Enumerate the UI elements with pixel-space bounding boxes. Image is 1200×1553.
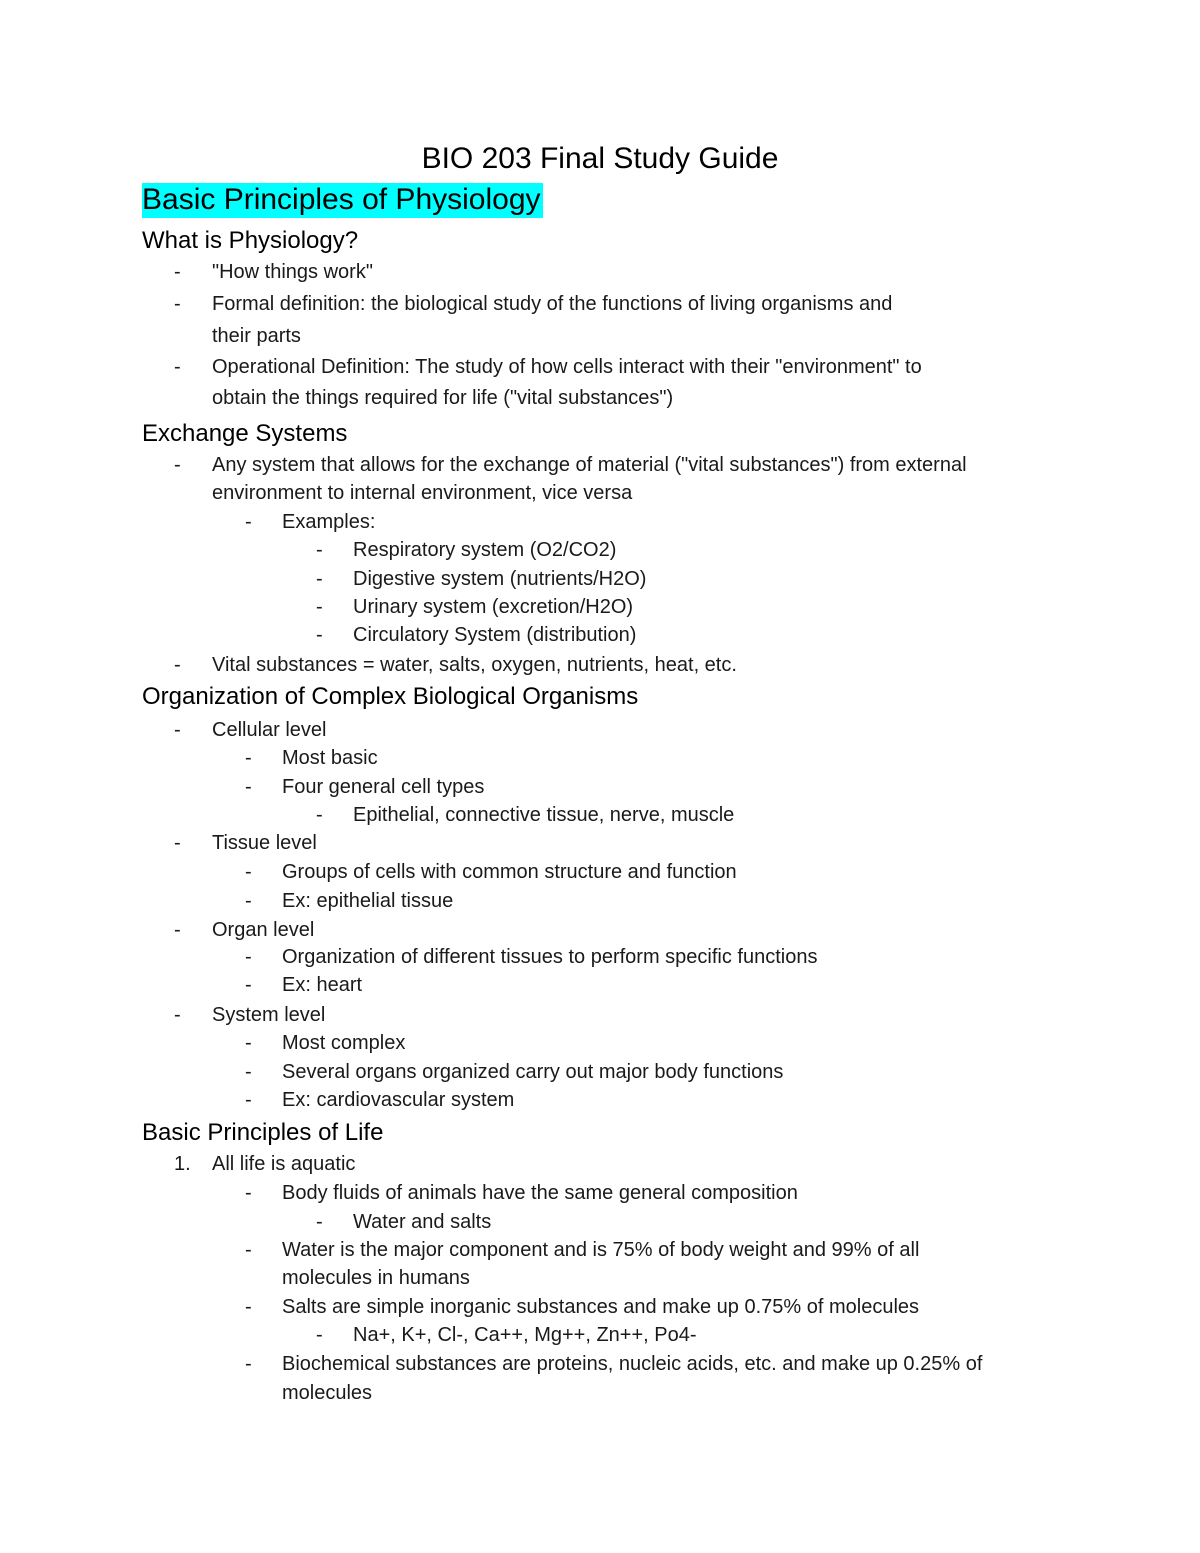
- bullet: -: [174, 454, 181, 476]
- list-item-text: Circulatory System (distribution): [353, 624, 637, 646]
- bullet: -: [245, 1353, 252, 1375]
- bullet: -: [174, 719, 181, 741]
- list-item-text: Organ level: [212, 919, 315, 941]
- list-item-text: their parts: [212, 325, 301, 347]
- list-item-text: Groups of cells with common structure and function: [282, 861, 737, 883]
- list-item-text: Urinary system (excretion/H2O): [353, 596, 634, 618]
- bullet: 1.: [174, 1153, 191, 1175]
- bullet: -: [174, 293, 181, 315]
- list-item-text: Water is the major component and is 75% of body weight and 99% of all: [282, 1239, 920, 1261]
- bullet: -: [174, 919, 181, 941]
- list-item-text: Four general cell types: [282, 776, 485, 798]
- bullet: -: [245, 1239, 252, 1261]
- heading-what-is-physiology: What is Physiology?: [142, 227, 359, 254]
- list-item-text: Body fluids of animals have the same general composition: [282, 1182, 798, 1204]
- bullet: -: [245, 1089, 252, 1111]
- heading-organization: Organization of Complex Biological Organisms: [142, 683, 639, 710]
- bullet: -: [245, 1032, 252, 1054]
- list-item-text: Ex: cardiovascular system: [282, 1089, 515, 1111]
- bullet: -: [316, 539, 323, 561]
- bullet: -: [245, 1182, 252, 1204]
- list-item-text: Formal definition: the biological study of the functions of living organisms and: [212, 293, 893, 315]
- list-item-text: molecules in humans: [282, 1267, 470, 1289]
- bullet: -: [174, 261, 181, 283]
- list-item-text: "How things work": [212, 261, 373, 283]
- list-item-text: Respiratory system (O2/CO2): [353, 539, 617, 561]
- section-heading-highlight: Basic Principles of Physiology: [142, 183, 541, 216]
- bullet: -: [316, 568, 323, 590]
- bullet: -: [245, 1296, 252, 1318]
- bullet: -: [245, 776, 252, 798]
- list-item-text: Ex: heart: [282, 974, 363, 996]
- document-title: BIO 203 Final Study Guide: [421, 142, 779, 175]
- list-item-text: Tissue level: [212, 832, 317, 854]
- list-item-text: Organization of different tissues to perform specific functions: [282, 946, 818, 968]
- list-item-text: Na+, K+, Cl-, Ca++, Mg++, Zn++, Po4-: [353, 1324, 697, 1346]
- bullet: -: [316, 596, 323, 618]
- bullet: -: [245, 946, 252, 968]
- bullet: -: [174, 832, 181, 854]
- list-item-text: Ex: epithelial tissue: [282, 890, 454, 912]
- bullet: -: [245, 974, 252, 996]
- list-item-text: Epithelial, connective tissue, nerve, muscle: [353, 804, 735, 826]
- section-heading: [142, 182, 543, 218]
- list-item-text: Any system that allows for the exchange of material ("vital substances") from external: [212, 454, 967, 476]
- bullet: -: [245, 861, 252, 883]
- bullet: -: [316, 1324, 323, 1346]
- bullet: -: [174, 654, 181, 676]
- bullet: -: [245, 511, 252, 533]
- bullet: -: [245, 747, 252, 769]
- list-item-text: All life is aquatic: [212, 1153, 356, 1175]
- list-item-text: Salts are simple inorganic substances and make up 0.75% of molecules: [282, 1296, 920, 1318]
- bullet: -: [174, 356, 181, 378]
- list-item-text: Operational Definition: The study of how cells interact with their "environment" to: [212, 356, 922, 378]
- list-item-text: Examples:: [282, 511, 376, 533]
- list-item-text: Most basic: [282, 747, 378, 769]
- bullet: -: [316, 804, 323, 826]
- list-item-text: obtain the things required for life ("vital substances"): [212, 387, 674, 409]
- list-item-text: molecules: [282, 1382, 373, 1404]
- heading-principles-of-life: Basic Principles of Life: [142, 1119, 384, 1146]
- list-item-text: Most complex: [282, 1032, 406, 1054]
- bullet: -: [316, 624, 323, 646]
- list-item-text: System level: [212, 1004, 326, 1026]
- list-item-text: Digestive system (nutrients/H2O): [353, 568, 647, 590]
- list-item-text: Cellular level: [212, 719, 327, 741]
- bullet: -: [174, 1004, 181, 1026]
- list-item-text: Several organs organized carry out major body functions: [282, 1061, 784, 1083]
- list-item-text: Vital substances = water, salts, oxygen, nutrients, heat, etc.: [212, 654, 737, 676]
- heading-exchange-systems: Exchange Systems: [142, 420, 348, 447]
- bullet: -: [316, 1211, 323, 1233]
- list-item-text: Biochemical substances are proteins, nucleic acids, etc. and make up 0.25% of: [282, 1353, 983, 1375]
- bullet: -: [245, 890, 252, 912]
- bullet: -: [245, 1061, 252, 1083]
- list-item-text: environment to internal environment, vice versa: [212, 482, 633, 504]
- list-item-text: Water and salts: [353, 1211, 492, 1233]
